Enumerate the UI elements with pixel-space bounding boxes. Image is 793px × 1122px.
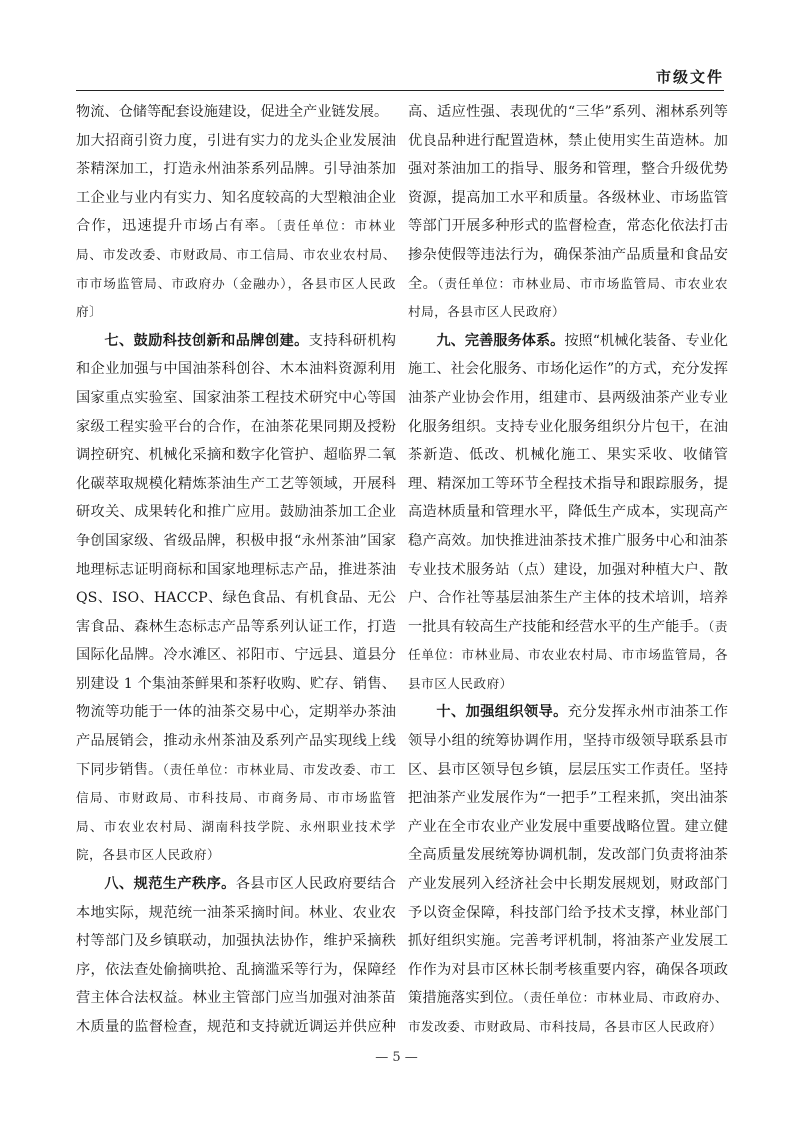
paragraph-text: 高、适应性强、表现优的“三华”系列、湘林系列等优良品种进行配置造林，禁止使用实生苗造林。加强对茶油加工的指导、服务和管理，整合升级优势资源，提高加工水平和质量。各级林业、市场监管等部门开展多种形式的监督检查，常态化依法打击掺杂使假等违法行为，确保茶油产品质量和食品安全。 <box>408 104 728 292</box>
section-10 <box>408 698 728 1038</box>
paragraph-text: 加大招商引资力度，引进有实力的龙头企业发展油茶精深加工，打造永州油茶系列品牌。引导油茶加工企业与业内有实力、知名度较高的大型粮油企业合作，迅速提升市场占有率。 <box>76 132 396 235</box>
section-text: 按照“机械化装备、专业化施工、社会化服务、市场化运作”的方式，充分发挥油茶产业协会作用，组建市、县两级油茶产业专业化服务组织。支持专业化服务组织分片包干，在油茶新造、低改、机械化施工、果实采收、收储管理、精深加工等环节全程技术指导和跟踪服务，提高造林质量和管理水平，降低生产成本，实现高产稳产高效。加快推进油茶技术推广服务中心和油茶专业技术服务站（点）建设，加强对种植大户、散户、合作社等基层油茶生产主体的技术培训，培养一批具有较高生产技能和经营水平的生产能手。 <box>408 332 728 635</box>
responsibility-note: （责任单位：市林业局、市市场监管局、市农业农村局，各县市区人民政府） <box>408 275 728 320</box>
page-number: — 5 — <box>375 1050 418 1065</box>
section-title: 十、加强组织领导。 <box>436 704 568 721</box>
section-title: 九、完善服务体系。 <box>436 332 565 349</box>
responsibility-note: 〔责任单位：市林业局、市发改委、市财政局、市工信局、市农业农村局、市市场监管局、市政府办（金融办），各县市区人民政府〕 <box>76 218 396 320</box>
left-column <box>76 98 396 1038</box>
section-text: 充分发挥永州市油茶工作领导小组的统筹协调作用，坚持市级领导联系县市区、县市区领导包乡镇，层层压实工作责任。坚持把油茶产业发展作为“一把手”工程来抓，突出油茶产业在全市农业产业发展中重要战略位置。建立健全高质量发展统筹协调机制，发改部门负责将油茶产业发展列入经济社会中长期发展规划，财政部门予以资金保障，科技部门给予技术支撑，林业部门抓好组织实施。完善考评机制，将油茶产业发展工作作为对县市区林长制考核重要内容，确保各项政策措施落实到位。 <box>408 704 728 1007</box>
paragraph <box>76 98 396 127</box>
header-title: 市级文件 <box>655 68 724 86</box>
section-8 <box>76 870 396 1038</box>
section-title: 七、鼓励科技创新和品牌创建。 <box>104 332 309 349</box>
right-column <box>408 98 728 1038</box>
responsibility-note: （责任单位：市林业局、市农业农村局、市市场监管局，各县市区人民政府） <box>408 618 728 691</box>
section-7 <box>76 327 396 870</box>
section-text: 支持科研机构和企业加强与中国油茶科创谷、木本油料资源利用国家重点实验室、国家油茶工程技术研究中心等国家级工程实验平台的合作，在油茶花果同期及授粉调控研究、机械化采摘和数字化管护、超临界二氧化碳萃取规模化精炼茶油生产工艺等领域，开展科研攻关、成果转化和推广应用。鼓励油茶加工企业争创国家级、省级品牌，积极申报“永州茶油”国家地理标志证明商标和国家地理标志产品，推进茶油 QS、ISO、HACCP、绿色食品、有机食品、无公害食品、森林生态标志产品等系列认证工作，打造国际化品牌。冷水滩区、祁阳市、宁远县、道县分别建设 1 个集油茶鲜果和茶籽收购、贮存、销售、物流等功能于一体的油茶交易中心，定期举办茶油产品展销会，推动永州茶油及系列产品实现线上线下同步销售。 <box>76 332 396 778</box>
paragraph-text: 物流、仓储等配套设施建设，促进全产业链发展。 <box>76 104 389 120</box>
section-title: 八、规范生产秩序。 <box>104 876 236 893</box>
responsibility-note: （责任单位：市林业局、市发改委、市工信局、市财政局、市科技局、市商务局、市市场监管局、市农业农村局、湖南科技学院、永州职业技术学院，各县市区人民政府） <box>76 761 396 863</box>
paragraph <box>408 98 728 327</box>
section-text: 各县市区人民政府要结合本地实际，规范统一油茶采摘时间。林业、农业农村等部门及乡镇联动，加强执法协作，维护采摘秩序，依法查处偷摘哄抢、乱摘滥采等行为，保障经营主体合法权益。林业主管部门应当加强对油茶苗木质量的监督检查，规范和支持就近调运并供应种 <box>76 876 396 1035</box>
responsibility-note: （责任单位：市林业局、市政府办、市发改委、市财政局、市科技局，各县市区人民政府） <box>408 990 728 1034</box>
page-header <box>76 60 724 91</box>
section-9 <box>408 327 728 699</box>
paragraph <box>76 127 396 327</box>
